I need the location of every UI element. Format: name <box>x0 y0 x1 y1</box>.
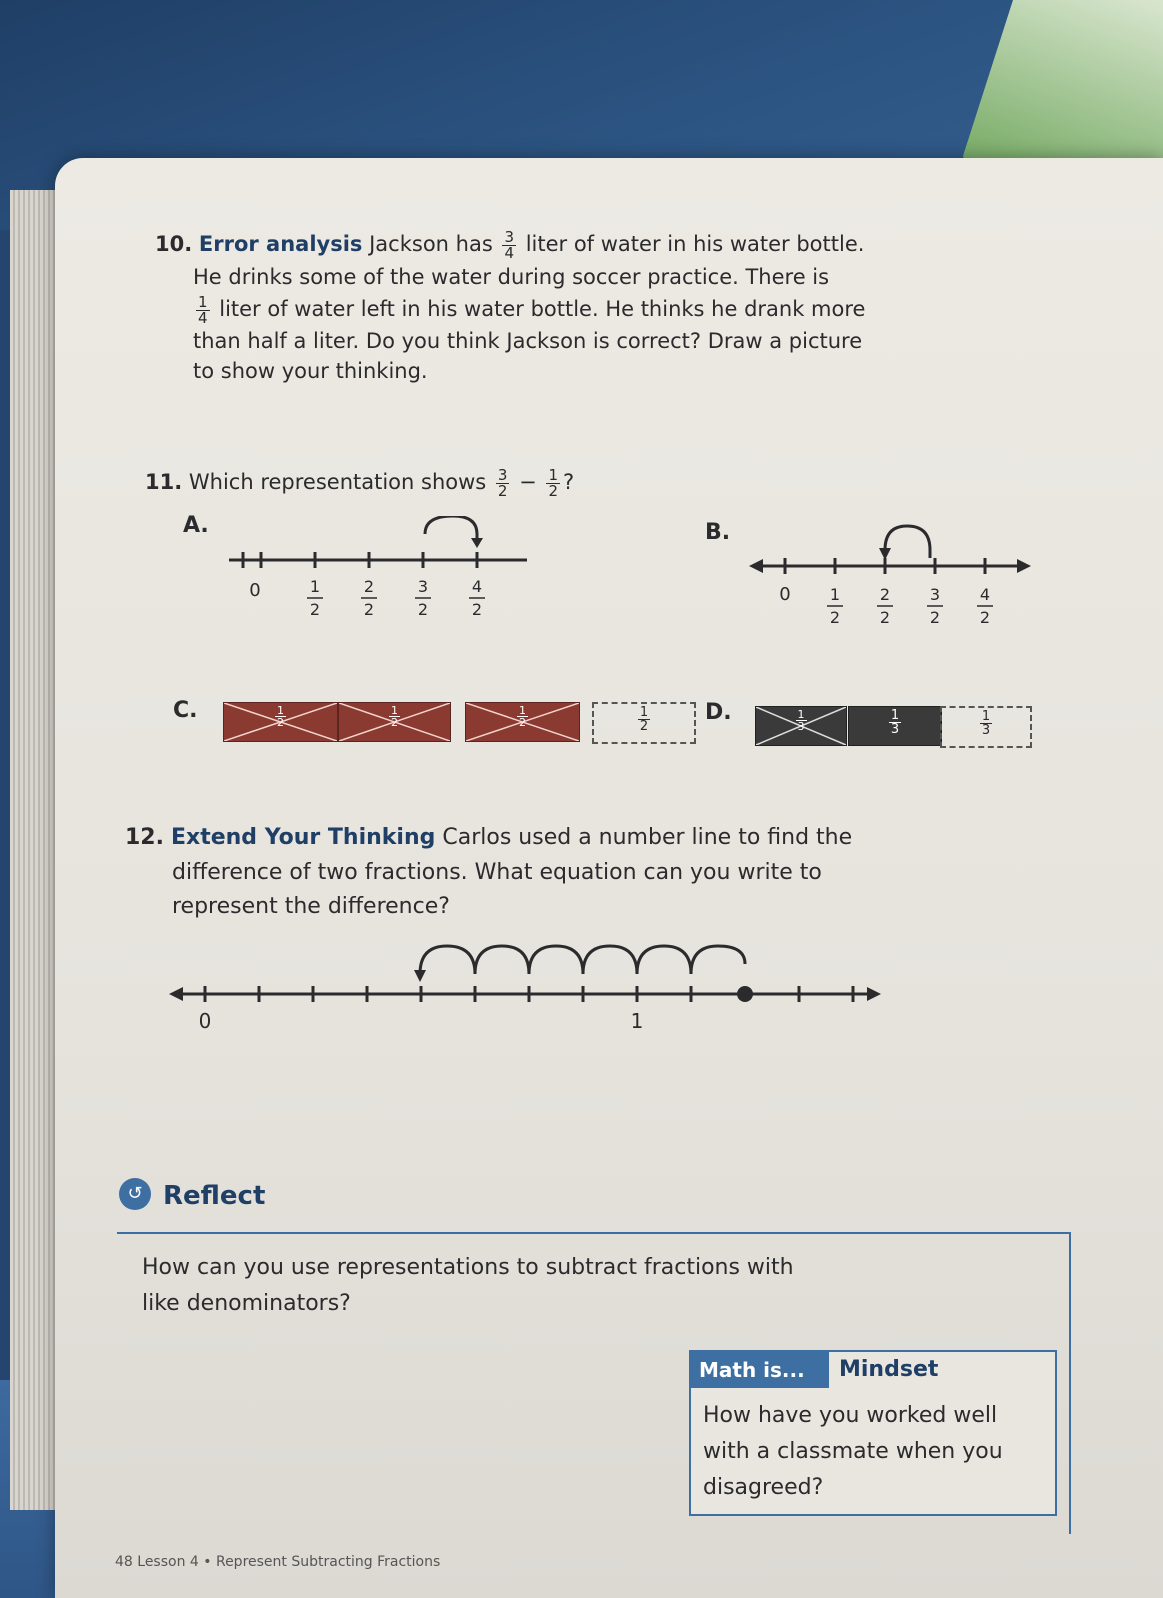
q12-line3: represent the difference? <box>172 894 450 919</box>
tick-label-n3: 3 <box>417 577 429 596</box>
q10-fraction-one-fourth: $\frac{1}{4}$ <box>198 292 208 327</box>
q10-line1: 10. Error analysis Jackson has $\frac{3}{4}$ liter of water in his water bottle. <box>155 227 865 262</box>
tick-label-n4: 4 <box>979 585 991 604</box>
arrowhead-icon <box>414 970 426 982</box>
tick-label-zero: 0 <box>249 580 261 601</box>
tick-label-zero: 0 <box>779 584 791 605</box>
tick-label-d4: 2 <box>471 600 483 619</box>
q10-heading: Error analysis <box>198 232 363 256</box>
fraction-bar-third-crossed: $\frac{1}{3}$ <box>755 706 847 746</box>
tick-label-d1: 2 <box>309 600 321 619</box>
q11-prompt: 11. Which representation shows $\frac{3}{2}$ − $\frac{1}{2}$ ? <box>145 465 575 500</box>
q10-text: Jackson has <box>369 232 493 256</box>
q10-line3: $\frac{1}{4}$ liter of water left in his water bottle. He thinks he drank more <box>198 292 866 327</box>
mindset-question: How have you worked well with a classmate when you disagreed? <box>703 1403 1003 1500</box>
fraction-bar-half-crossed: $\frac{1}{2}$ <box>223 702 338 742</box>
q10-line5: to show your thinking. <box>193 359 428 383</box>
fraction-bar-half-crossed: $\frac{1}{2}$ <box>465 702 580 742</box>
q12-number: 12. <box>125 825 164 850</box>
option-b-label[interactable]: B. <box>705 520 731 545</box>
q10-line4: than half a liter. Do you think Jackson is correct? Draw a picture <box>193 329 863 353</box>
tick-label-n1: 1 <box>309 577 321 596</box>
label-zero: 0 <box>198 1009 212 1033</box>
tick-label-d3: 2 <box>929 608 941 627</box>
jump-arcs <box>420 946 745 974</box>
q12-line2: difference of two fractions. What equation can you write to <box>172 860 822 885</box>
option-b-number-line[interactable] <box>745 522 1035 642</box>
tick-label-d4: 2 <box>979 608 991 627</box>
mindset-title: Mindset <box>839 1357 939 1382</box>
reflect-title: Reflect <box>163 1181 266 1211</box>
start-point-dot <box>737 986 753 1002</box>
tick-label-n2: 2 <box>879 585 891 604</box>
q11-fraction-three-halves: $\frac{3}{2}$ <box>497 465 508 500</box>
fraction-bar-half-crossed: $\frac{1}{2}$ <box>338 702 451 742</box>
reflect-question-line1: How can you use representations to subtract fractions with <box>142 1255 794 1280</box>
reflect-question-line2: like denominators? <box>142 1291 351 1316</box>
tick-label-n2: 2 <box>363 577 375 596</box>
option-a-number-line[interactable] <box>215 516 535 636</box>
mindset-tab: Math is... <box>691 1352 829 1388</box>
label-one: 1 <box>630 1009 644 1033</box>
option-c-label[interactable]: C. <box>173 698 198 723</box>
page-footer: 48 Lesson 4 • Represent Subtracting Fractions <box>115 1554 441 1570</box>
fraction-bar-third-dashed: $\frac{1}{3}$ <box>940 706 1032 748</box>
q12-heading: Extend Your Thinking <box>170 825 436 850</box>
q10-line2: He drinks some of the water during soccer practice. There is <box>193 265 830 289</box>
tick-label-d2: 2 <box>879 608 891 627</box>
jump-arc <box>885 526 930 558</box>
tick-label-n1: 1 <box>829 585 841 604</box>
q11-number: 11. <box>145 470 183 494</box>
tick-label-n4: 4 <box>471 577 483 596</box>
tick-label-d3: 2 <box>417 600 429 619</box>
workbook-page <box>55 158 1163 1598</box>
tick-label-d2: 2 <box>363 600 375 619</box>
q10-number: 10. <box>155 232 193 256</box>
jump-arc <box>425 516 477 540</box>
q11-fraction-one-half: $\frac{1}{2}$ <box>548 465 558 500</box>
fraction-bar-third: $\frac{1}{3}$ <box>848 706 942 746</box>
arrowhead-icon <box>471 538 483 548</box>
mindset-callout <box>689 1350 1057 1516</box>
fraction-bar-half-dashed: $\frac{1}{2}$ <box>592 702 696 744</box>
tick-label-n3: 3 <box>929 585 941 604</box>
option-a-label[interactable]: A. <box>183 513 209 538</box>
tick-label-d1: 2 <box>829 608 841 627</box>
q12-number-line <box>165 936 885 1036</box>
option-d-label[interactable]: D. <box>705 700 732 725</box>
q10-fraction-three-fourths: $\frac{3}{4}$ <box>504 227 515 262</box>
reflect-icon: ↺ <box>119 1178 151 1210</box>
q12-line1: 12. Extend Your Thinking Carlos used a number line to find the <box>125 825 853 850</box>
